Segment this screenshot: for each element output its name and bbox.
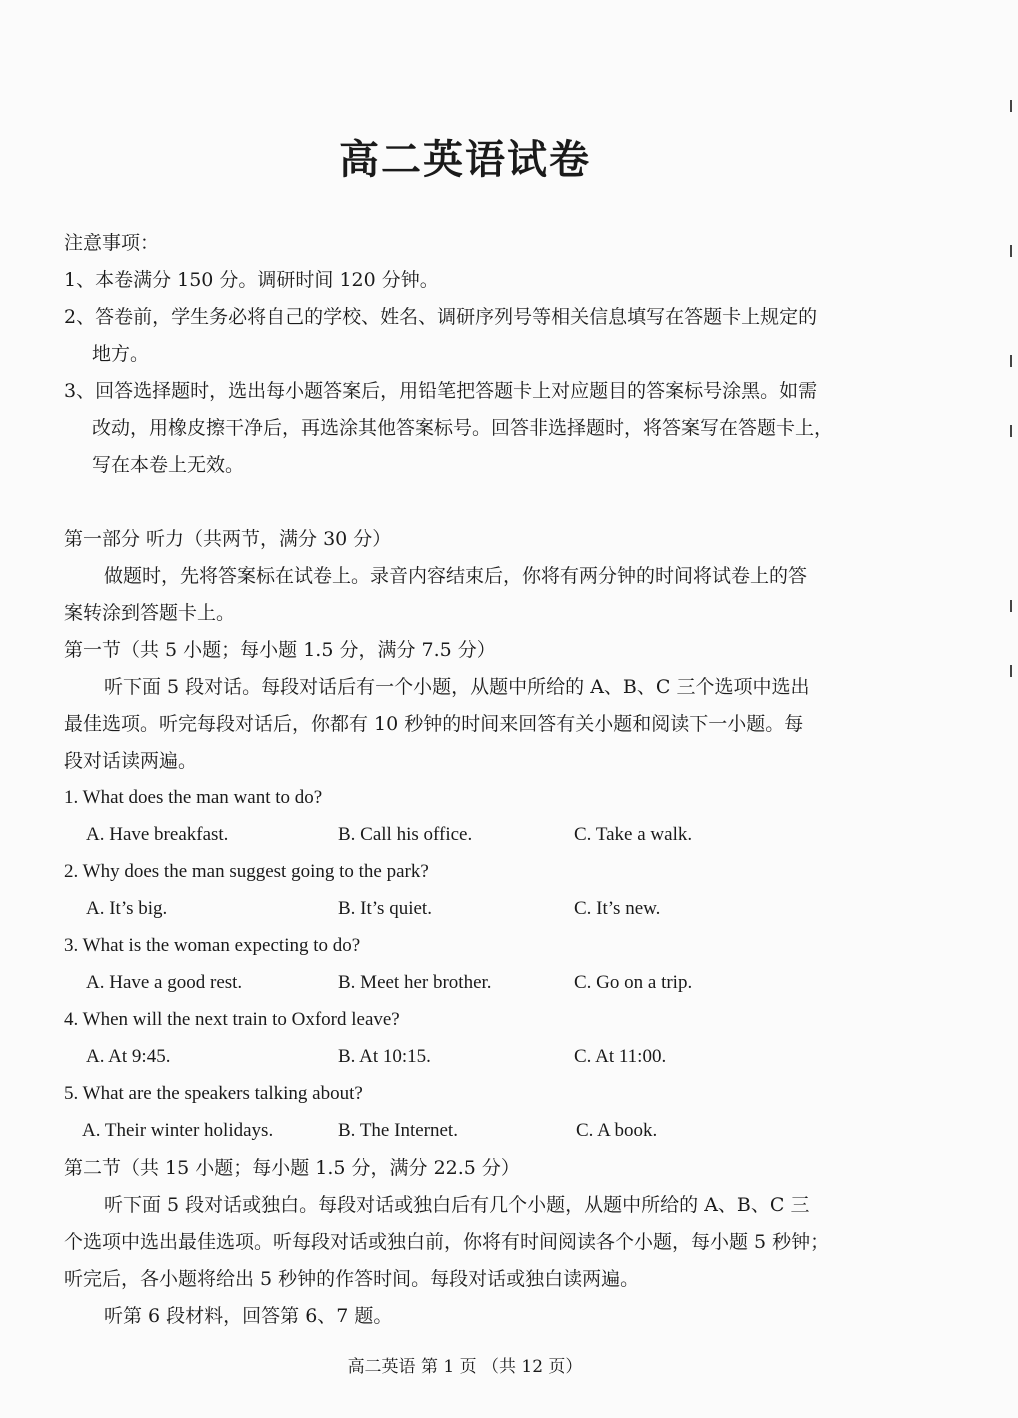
- page-title: 高二英语试卷: [339, 136, 591, 183]
- section2-intro: 听完后，各小题将给出 5 秒钟的作答时间。每段对话或独白读两遍。: [64, 1268, 640, 1290]
- notice-item-cont: 写在本卷上无效。: [92, 454, 245, 476]
- option-c: C. A book.: [576, 1120, 658, 1141]
- option-a: A. It’s big.: [86, 898, 168, 919]
- notice-item: 3、回答选择题时，选出每小题答案后，用铅笔把答题卡上对应题目的答案标号涂黑。如需: [64, 380, 818, 402]
- section2-intro: 个选项中选出最佳选项。听每段对话或独白前，你将有时间阅读各个小题，每小题 5 秒钟；: [64, 1231, 830, 1253]
- option-b: B. It’s quiet.: [338, 898, 432, 919]
- option-a: A. Have breakfast.: [86, 824, 229, 845]
- option-c: C. Take a walk.: [574, 824, 693, 845]
- section1-heading: 第一节（共 5 小题；每小题 1.5 分，满分 7.5 分）: [64, 639, 496, 661]
- question-text: 3. What is the woman expecting to do?: [64, 935, 361, 956]
- option-a: A. At 9:45.: [86, 1046, 171, 1067]
- binding-mark: [1010, 245, 1016, 257]
- section2-heading: 第二节（共 15 小题；每小题 1.5 分，满分 22.5 分）: [64, 1157, 520, 1179]
- option-a: A. Have a good rest.: [86, 972, 243, 993]
- binding-mark: [1010, 100, 1016, 112]
- binding-mark: [1010, 600, 1016, 612]
- option-c: C. Go on a trip.: [574, 972, 693, 993]
- option-b: B. Call his office.: [338, 824, 473, 845]
- option-b: B. Meet her brother.: [338, 972, 492, 993]
- option-b: B. At 10:15.: [338, 1046, 431, 1067]
- option-c: C. At 11:00.: [574, 1046, 667, 1067]
- notice-item: 1、本卷满分 150 分。调研时间 120 分钟。: [64, 269, 439, 291]
- section1-intro: 最佳选项。听完每段对话后，你都有 10 秒钟的时间来回答有关小题和阅读下一小题。每: [64, 713, 804, 735]
- part1-heading: 第一部分 听力（共两节，满分 30 分）: [64, 528, 392, 550]
- binding-mark: [1010, 355, 1016, 367]
- option-a: A. Their winter holidays.: [82, 1120, 274, 1141]
- notice-item-cont: 地方。: [92, 343, 150, 365]
- notice-item-cont: 改动，用橡皮擦干净后，再选涂其他答案标号。回答非选择题时，将答案写在答题卡上，: [92, 417, 834, 439]
- notice-item: 2、答卷前，学生务必将自己的学校、姓名、调研序列号等相关信息填写在答题卡上规定的: [64, 306, 818, 328]
- binding-mark: [1010, 425, 1016, 437]
- binding-mark: [1010, 665, 1016, 677]
- part1-intro: 做题时，先将答案标在试卷上。录音内容结束后，你将有两分钟的时间将试卷上的答: [104, 565, 808, 587]
- question-text: 2. Why does the man suggest going to the park?: [64, 861, 429, 882]
- section1-intro: 听下面 5 段对话。每段对话后有一个小题，从题中所给的 A、B、C 三个选项中选出: [104, 676, 810, 698]
- question-text: 5. What are the speakers talking about?: [64, 1083, 363, 1104]
- notice-heading: 注意事项：: [64, 232, 160, 254]
- question-text: 4. When will the next train to Oxford leave?: [64, 1009, 400, 1030]
- option-c: C. It’s new.: [574, 898, 661, 919]
- page-footer: 高二英语 第 1 页 （共 12 页）: [347, 1357, 583, 1377]
- material-instruction: 听第 6 段材料，回答第 6、7 题。: [104, 1305, 393, 1327]
- option-b: B. The Internet.: [338, 1120, 458, 1141]
- section2-intro: 听下面 5 段对话或独白。每段对话或独白后有几个小题，从题中所给的 A、B、C 三: [104, 1194, 810, 1216]
- section1-intro: 段对话读两遍。: [64, 750, 198, 772]
- question-text: 1. What does the man want to do?: [64, 787, 323, 808]
- part1-intro: 案转涂到答题卡上。: [64, 602, 236, 624]
